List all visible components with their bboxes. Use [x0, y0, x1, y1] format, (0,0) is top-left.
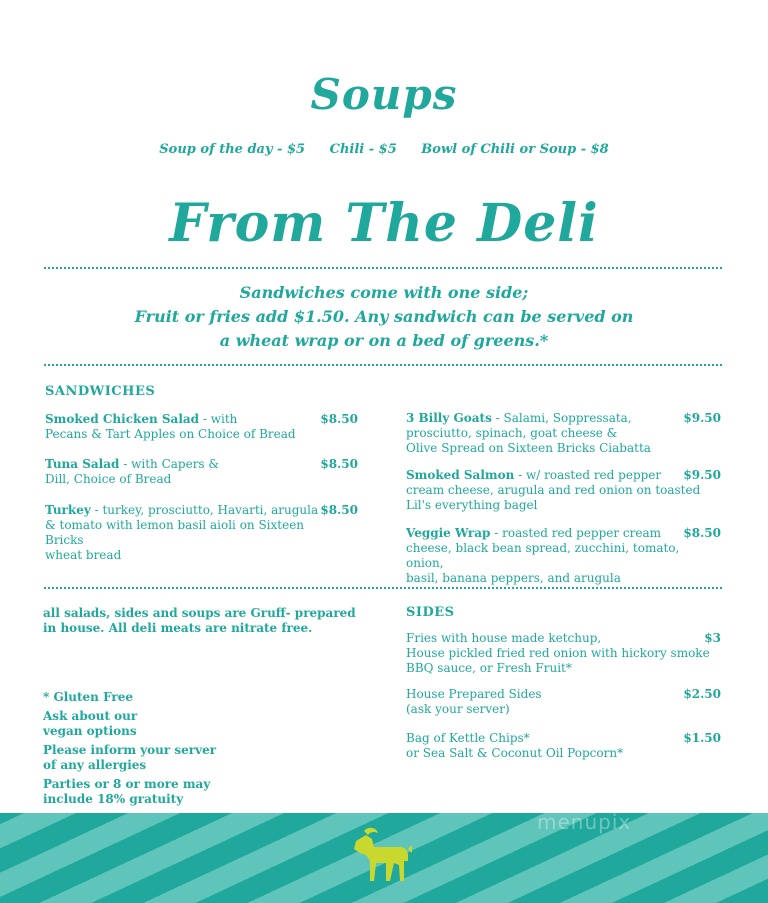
item-desc: w/ roasted red pepper: [526, 468, 662, 482]
sandwiches-heading: SANDWICHES: [45, 384, 156, 399]
divider: [44, 364, 722, 366]
note-line: Sandwiches come with one side;: [239, 283, 529, 302]
item-name: Smoked Chicken Salad: [45, 412, 200, 426]
item-name: 3 Billy Goats: [406, 411, 492, 425]
prep-note: all salads, sides and soups are Gruff- prepared in house. All deli meats are nitrate free.: [43, 606, 356, 635]
soups-title: Soups: [310, 70, 458, 119]
item-name: Veggie Wrap: [406, 526, 491, 540]
menu-item: Veggie Wrap - roasted red pepper cream cheese, black bean spread, zucchini, tomato, onion, basil, banana peppers, and arugula: [406, 526, 716, 586]
item-desc: Lil's everything bagel: [406, 498, 538, 512]
sides-heading: SIDES: [406, 605, 455, 620]
item-price: $9.50: [683, 411, 721, 425]
menu-item: Smoked Chicken Salad - with Pecans & Tart Apples on Choice of Bread: [45, 412, 315, 442]
soups-prices: [0, 142, 768, 157]
side-price: $3: [704, 631, 721, 645]
side-item: Fries with house made ketchup, House pickled fried red onion with hickory smoke BBQ sauce, or Fresh Fruit*: [406, 631, 710, 675]
item-desc: cheese, black bean spread, zucchini, tomato, onion,: [406, 541, 680, 570]
divider: [44, 267, 722, 269]
divider: [44, 587, 722, 589]
item-desc: Olive Spread on Sixteen Bricks Ciabatta: [406, 441, 651, 455]
item-price: $8.50: [683, 526, 721, 540]
deli-title: From The Deli: [169, 193, 599, 254]
item-name: Smoked Salmon: [406, 468, 515, 482]
side-price: $2.50: [683, 687, 721, 701]
allergy-note: Please inform your server of any allergies: [43, 743, 217, 772]
item-desc: Pecans & Tart Apples on Choice of Bread: [45, 427, 296, 441]
item-name: Tuna Salad: [45, 457, 120, 471]
menu-item: Tuna Salad - with Capers & Dill, Choice of Bread: [45, 457, 315, 487]
item-desc: wheat bread: [45, 548, 122, 562]
side-price: $1.50: [683, 731, 721, 745]
item-price: $8.50: [320, 457, 358, 471]
goat-icon: [350, 825, 412, 887]
menu-item: Smoked Salmon - w/ roasted red pepper cream cheese, arugula and red onion on toasted Lil's everything bagel: [406, 468, 706, 513]
item-desc: with: [210, 412, 238, 426]
chili: Chili - $5: [329, 142, 397, 157]
bowl-chili-soup: Bowl of Chili or Soup - $8: [421, 142, 609, 157]
item-price: $8.50: [320, 503, 358, 517]
item-desc: prosciutto, spinach, goat cheese &: [406, 426, 618, 440]
vegan-note: Ask about our vegan options: [43, 709, 138, 738]
watermark: menupix: [537, 810, 632, 834]
item-desc: Salami, Soppressata,: [503, 411, 632, 425]
deli-note: [0, 281, 768, 353]
item-desc: roasted red pepper cream: [502, 526, 662, 540]
soup-of-day: Soup of the day - $5: [159, 142, 306, 157]
note-line: a wheat wrap or on a bed of greens.*: [219, 331, 549, 350]
item-desc: turkey, prosciutto, Havarti, arugula: [102, 503, 319, 517]
item-desc: with Capers &: [131, 457, 220, 471]
item-desc: cream cheese, arugula and red onion on toasted: [406, 483, 701, 497]
gratuity-note: Parties or 8 or more may include 18% gratuity: [43, 777, 211, 806]
item-price: $8.50: [320, 412, 358, 426]
item-name: Turkey: [45, 503, 91, 517]
note-line: Fruit or fries add $1.50. Any sandwich can be served on: [134, 307, 634, 326]
menu-item: 3 Billy Goats - Salami, Soppressata, prosciutto, spinach, goat cheese & Olive Spread on Sixteen Bricks Ciabatta: [406, 411, 706, 456]
item-desc: & tomato with lemon basil aioli on Sixteen Bricks: [45, 518, 305, 547]
gluten-free-note: * Gluten Free: [43, 690, 133, 704]
menu-item: Turkey - turkey, prosciutto, Havarti, arugula & tomato with lemon basil aioli on Sixteen Bricks wheat bread: [45, 503, 345, 563]
item-price: $9.50: [683, 468, 721, 482]
side-item: House Prepared Sides (ask your server): [406, 687, 542, 716]
side-item: Bag of Kettle Chips* or Sea Salt & Coconut Oil Popcorn*: [406, 731, 624, 760]
item-desc: basil, banana peppers, and arugula: [406, 571, 621, 585]
item-desc: Dill, Choice of Bread: [45, 472, 172, 486]
